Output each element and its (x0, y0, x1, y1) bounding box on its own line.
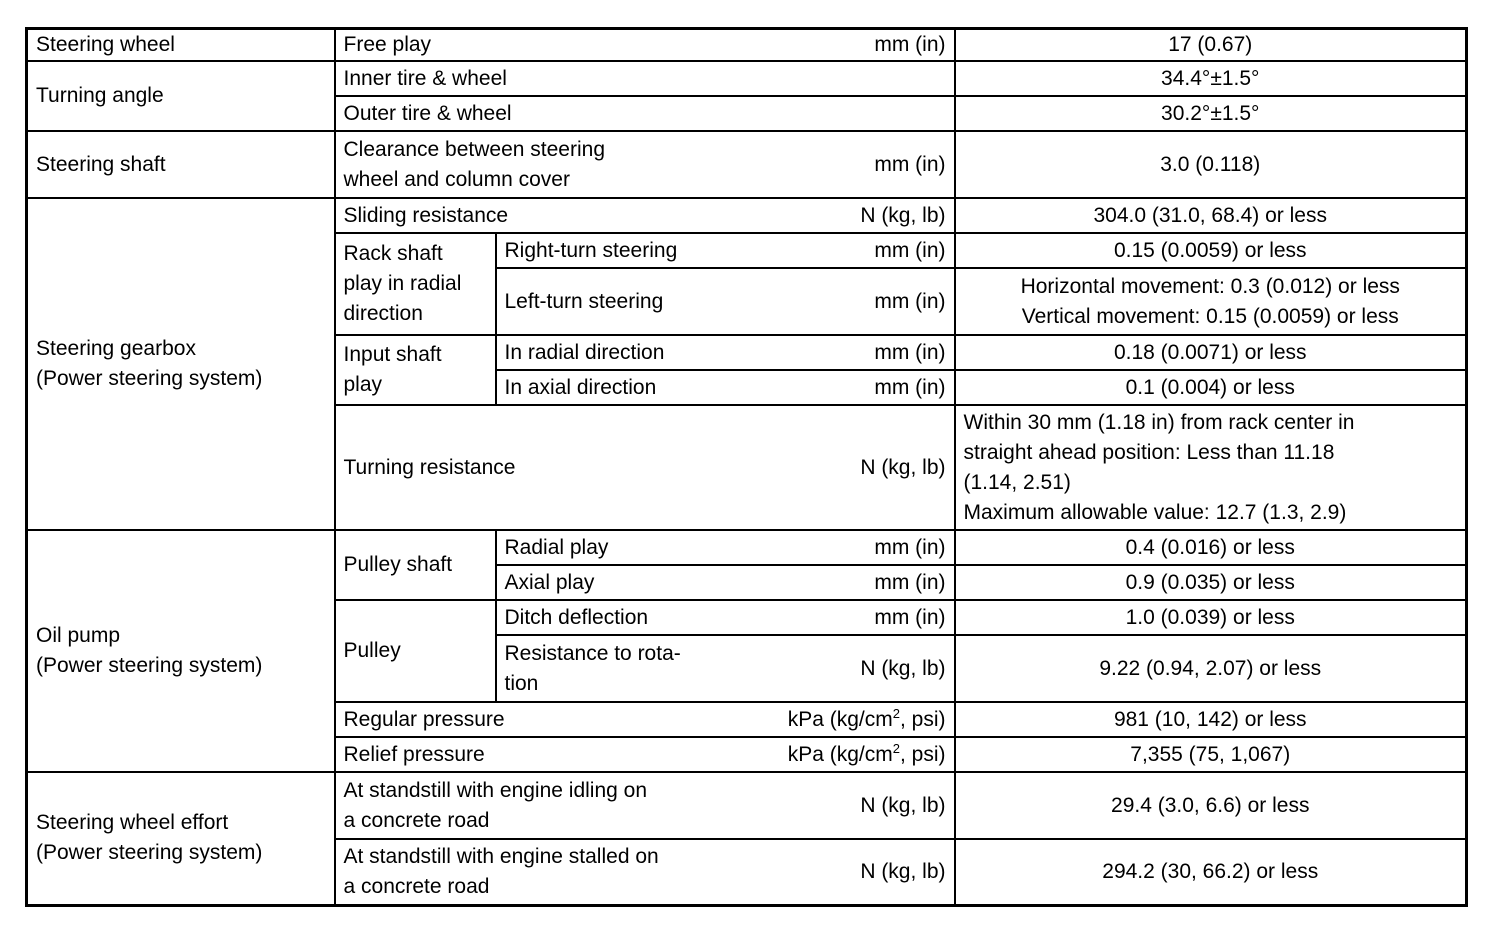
value-cell: 294.2 (30, 66.2) or less (955, 839, 1467, 905)
value-cell: Horizontal movement: 0.3 (0.012) or less Vertical movement: 0.15 (0.0059) or less (955, 268, 1467, 335)
table-row (27, 198, 1467, 233)
table-row (27, 61, 1467, 96)
item-cell: Radial play mm (in) (496, 530, 955, 565)
value-cell: 0.4 (0.016) or less (955, 530, 1467, 565)
item-cell: Right-turn steering mm (in) (496, 233, 955, 268)
category-cell: Oil pump (Power steering system) (27, 530, 335, 772)
item-cell: Regular pressure kPa ($kg/cm^2$, psi) (335, 702, 955, 737)
table-row (27, 772, 1467, 839)
value-cell: 9.22 (0.94, 2.07) or less (955, 635, 1467, 702)
category-cell: Steering wheel effort (Power steering system) (27, 772, 335, 905)
category-cell: Steering gearbox (Power steering system) (27, 198, 335, 530)
table-row (27, 530, 1467, 565)
item-cell: Ditch deflection mm (in) (496, 600, 955, 635)
value-cell: 981 (10, 142) or less (955, 702, 1467, 737)
value-cell: 7,355 (75, 1,067) (955, 737, 1467, 772)
item-cell: In radial direction mm (in) (496, 335, 955, 370)
item-cell: Axial play mm (in) (496, 565, 955, 600)
value-cell: 0.1 (0.004) or less (955, 370, 1467, 405)
item-cell: In axial direction mm (in) (496, 370, 955, 405)
item-cell: Outer tire & wheel (335, 96, 955, 131)
category-cell: Turning angle (27, 61, 335, 131)
value-cell: 3.0 (0.118) (955, 131, 1467, 198)
group-cell: Rack shaft play in radial direction (335, 233, 496, 335)
group-cell: Input shaft play (335, 335, 496, 405)
item-cell: At standstill with engine stalled on a concrete road N (kg, lb) (335, 839, 955, 905)
value-cell: Within 30 mm (1.18 in) from rack center in straight ahead position: Less than 11.18 (1.14, 2.51) Maximum allowable value: 12.7 (1.3, 2.9) (955, 405, 1467, 530)
item-cell: Free play mm (in) (335, 29, 955, 62)
item-cell: At standstill with engine idling on a concrete road N (kg, lb) (335, 772, 955, 839)
category-cell: Steering shaft (27, 131, 335, 198)
item-cell: Resistance to rota- tion N (kg, lb) (496, 635, 955, 702)
item-cell: Relief pressure kPa ($kg/cm^2$, psi) (335, 737, 955, 772)
value-cell: 0.15 (0.0059) or less (955, 233, 1467, 268)
value-cell: 29.4 (3.0, 6.6) or less (955, 772, 1467, 839)
table-row (27, 29, 1467, 62)
category-cell: Steering wheel (27, 29, 335, 62)
item-cell: Left-turn steering mm (in) (496, 268, 955, 335)
item-cell: Sliding resistance N (kg, lb) (335, 198, 955, 233)
group-cell: Pulley (335, 600, 496, 702)
value-cell: 17 (0.67) (955, 29, 1467, 62)
item-cell: Inner tire & wheel (335, 61, 955, 96)
value-cell: 0.9 (0.035) or less (955, 565, 1467, 600)
item-cell: Clearance between steering wheel and column cover mm (in) (335, 131, 955, 198)
item-cell: Turning resistance N (kg, lb) (335, 405, 955, 530)
specification-table (25, 27, 1468, 907)
value-cell: 1.0 (0.039) or less (955, 600, 1467, 635)
value-cell: 34.4°±1.5° (955, 61, 1467, 96)
table-row (27, 131, 1467, 198)
group-cell: Pulley shaft (335, 530, 496, 600)
value-cell: 30.2°±1.5° (955, 96, 1467, 131)
value-cell: 0.18 (0.0071) or less (955, 335, 1467, 370)
value-cell: 304.0 (31.0, 68.4) or less (955, 198, 1467, 233)
